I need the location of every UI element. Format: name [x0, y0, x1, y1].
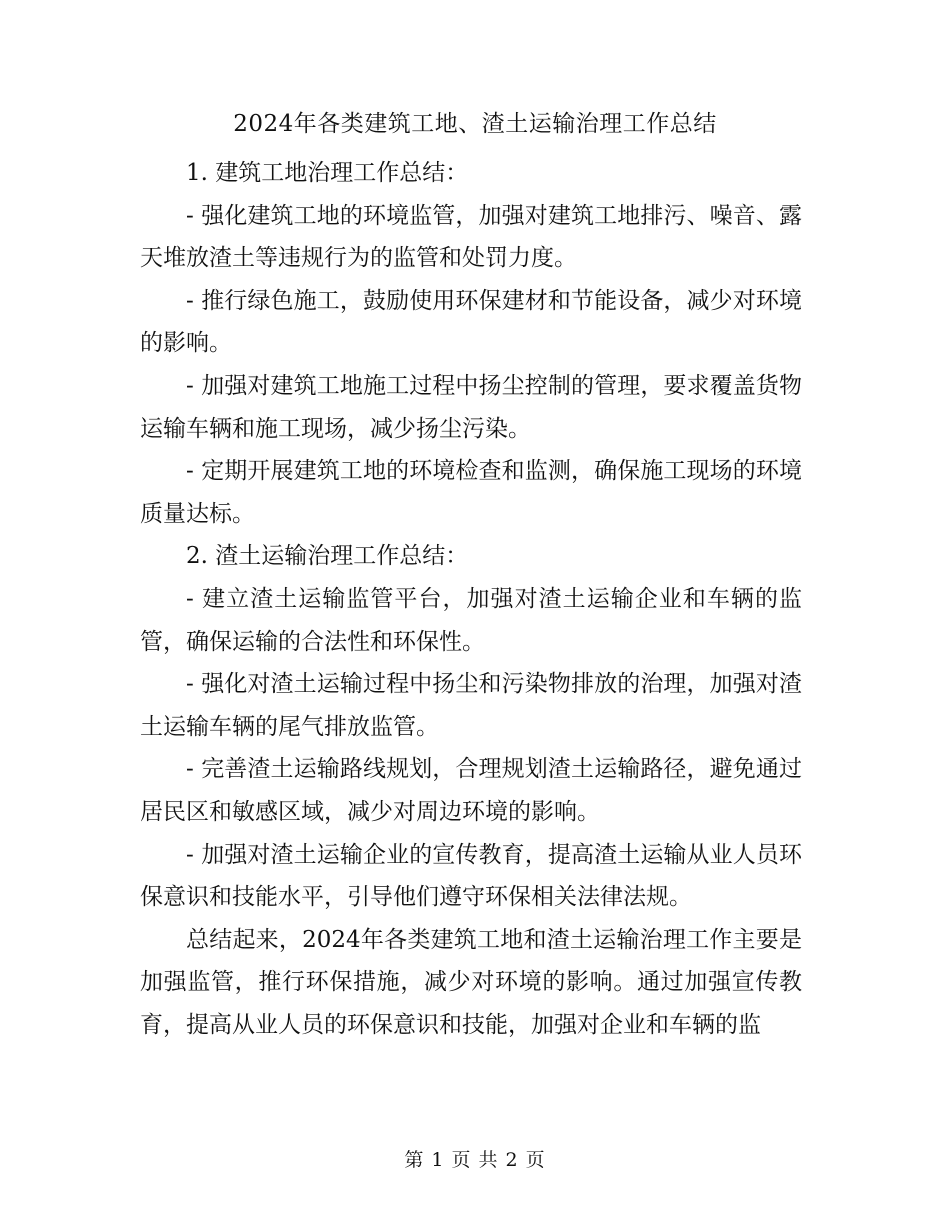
paragraph: - 强化建筑工地的环境监管，加强对建筑工地排污、噪音、露天堆放渣土等违规行为的监管和处罚力度。: [140, 202, 802, 272]
paragraph: - 推行绿色施工，鼓励使用环保建材和节能设备，减少对环境的影响。: [140, 287, 802, 357]
paragraph: - 加强对建筑工地施工过程中扬尘控制的管理，要求覆盖货物运输车辆和施工现场，减少扬尘污染。: [140, 372, 802, 442]
paragraph: - 建立渣土运输监管平台，加强对渣土运输企业和车辆的监管，确保运输的合法性和环保性。: [140, 585, 802, 655]
summary-paragraph: 总结起来，2024年各类建筑工地和渣土运输治理工作主要是加强监管，推行环保措施，减少对环境的影响。通过加强宣传教育，提高从业人员的环保意识和技能，加强对企业和车辆的监: [140, 926, 802, 1038]
page-footer: 第 1 页 共 2 页: [404, 1149, 546, 1171]
paragraph: - 完善渣土运输路线规划，合理规划渣土运输路径，避免通过居民区和敏感区域，减少对周边环境的影响。: [140, 756, 802, 825]
document-body: [140, 152, 802, 1046]
document-title: 2024年各类建筑工地、渣土运输治理工作总结: [233, 111, 717, 137]
paragraph: - 定期开展建筑工地的环境检查和监测，确保施工现场的环境质量达标。: [140, 458, 802, 527]
paragraph: - 加强对渣土运输企业的宣传教育，提高渣土运输从业人员环保意识和技能水平，引导他们遵守环保相关法律法规。: [140, 841, 802, 911]
paragraph: - 强化对渣土运输过程中扬尘和污染物排放的治理，加强对渣土运输车辆的尾气排放监管。: [140, 671, 802, 740]
section-heading-construction: 1. 建筑工地治理工作总结：: [186, 160, 469, 186]
section-heading-transport: 2. 渣土运输治理工作总结：: [186, 543, 469, 570]
